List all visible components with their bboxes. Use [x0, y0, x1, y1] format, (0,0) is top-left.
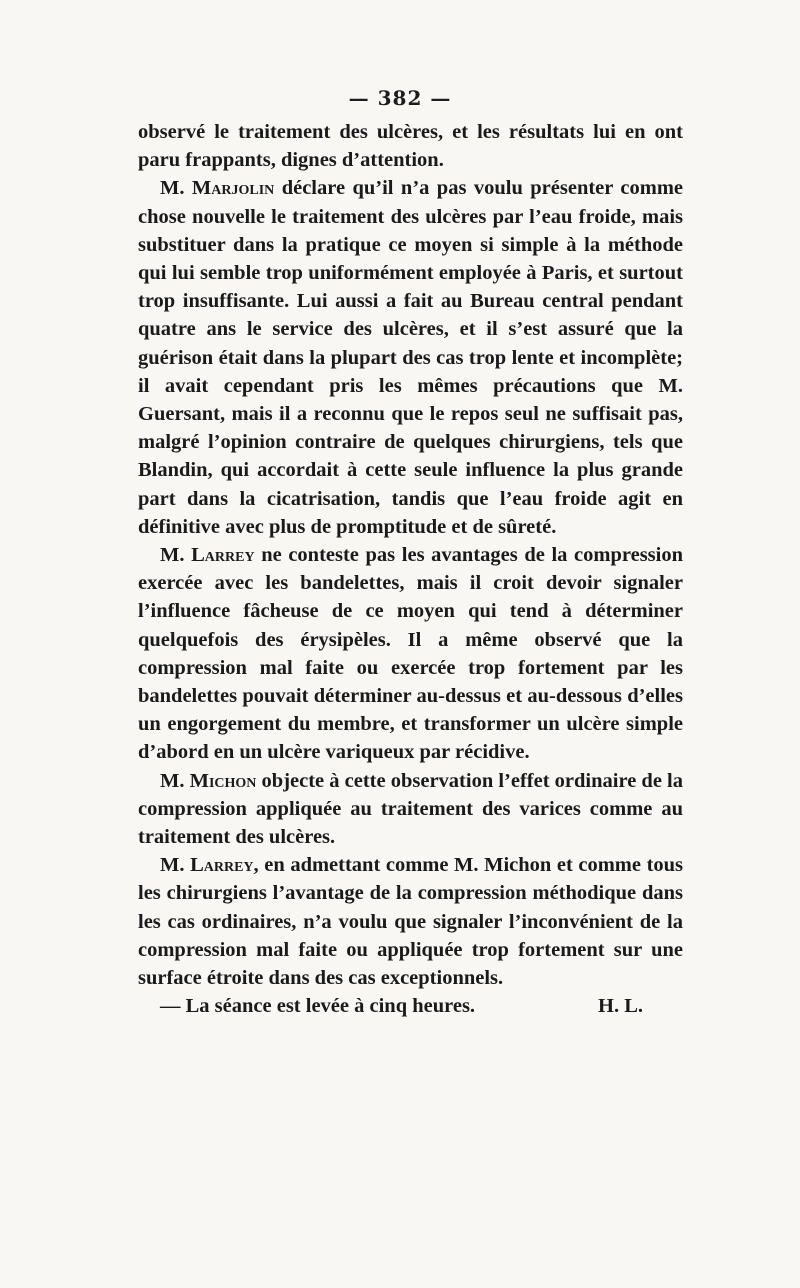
paragraph-3-text: ne conteste pas les avantages de la compression exercée avec les bandelettes, mais il croit devoir signaler l’influence fâcheuse de ce moyen qui tend à déterminer quelquefois des érysipèles. Il a même observé que la compression mal faite ou exercée trop fortement par les bandelettes pouvait déterminer au-dessus et au-dessous d’elles un engorgement du membre, et transformer un ulcère simple d’abord en un ulcère variqueux par récidive. — [138, 544, 683, 764]
paragraph-5-text: en admettant comme M. Michon et comme tous les chirurgiens l’avantage de la compression méthodique dans les cas ordinaires, n’a voulu que signaler l’inconvénient de la compression mal faite ou appliquée trop fortement sur une surface étroite dans des cas exceptionnels. — [138, 854, 684, 990]
page-number: — 382 — — [348, 86, 452, 110]
speaker-prefix: M. — [160, 177, 185, 200]
paragraph-5 — [138, 851, 683, 992]
speaker-prefix: M. — [160, 544, 185, 567]
paragraph-1: observé le traitement des ulcères, et les résultats lui en ont paru frappants, dignes d’attention. — [138, 121, 683, 172]
paragraph-4 — [138, 767, 683, 852]
speaker-name-marjolin: Marjolin — [191, 177, 275, 200]
paragraph-3 — [138, 541, 683, 767]
speaker-prefix: M. — [160, 769, 185, 792]
closing-text: — La séance est levée à cinq heures. — [160, 995, 476, 1018]
paragraph-2 — [138, 174, 683, 541]
speaker-name-michon: Michon — [189, 769, 257, 792]
speaker-prefix: M. — [160, 854, 185, 877]
speaker-name-larrey: Larrey — [191, 544, 255, 567]
speaker-name-larrey-2: Larrey, — [190, 854, 259, 877]
closing-line — [138, 992, 683, 1020]
paragraph-4-text: objecte à cette observation l’effet ordinaire de la compression appliquée au traitement des varices comme au traitement des ulcères. — [138, 769, 683, 849]
signature: H. L. — [598, 995, 643, 1018]
paragraph-2-text: déclare qu’il n’a pas voulu présenter comme chose nouvelle le traitement des ulcères par l’eau froide, mais substituer dans la pratique ce moyen si simple à la méthode qui lui semble trop uniformément employée à Paris, et surtout trop insuffisante. Lui aussi a fait au Bureau central pendant quatre ans le service des ulcères, et il s’est assuré que la guérison était dans la plupart des cas trop lente et incomplète; il avait cependant pris les mêmes précautions que M. Guersant, mais il a reconnu que le repos seul ne suffisait pas, malgré l’opinion contraire de quelques chirurgiens, tels que Blandin, qui accordait à cette seule influence la plus grande part dans la cicatrisation, tandis que l’eau froide agit en définitive avec plus de promptitude et de sûreté. — [138, 177, 684, 538]
body-text — [138, 118, 683, 1021]
